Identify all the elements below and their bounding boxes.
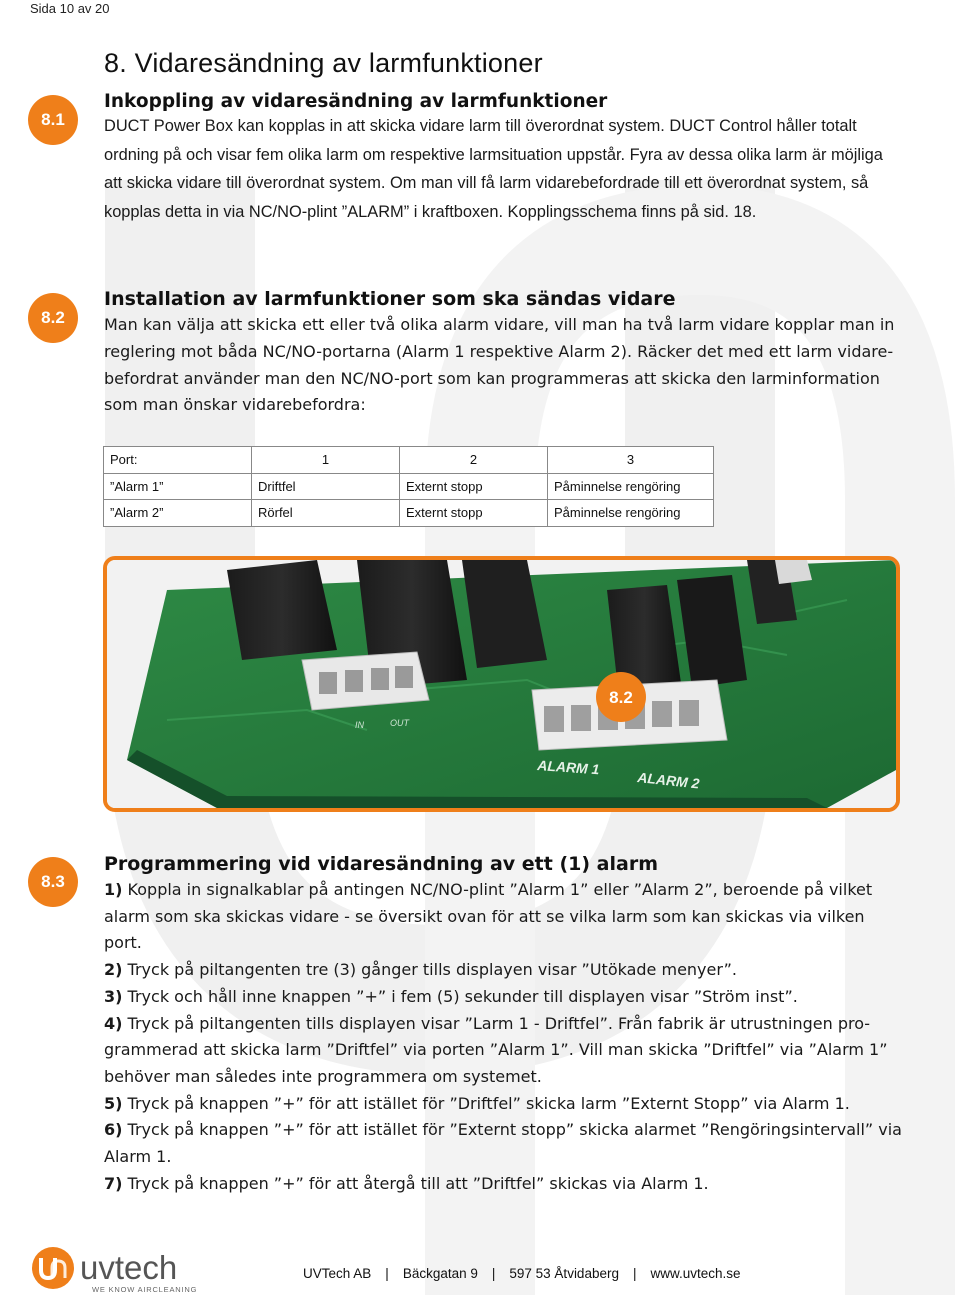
table-cell: 3 xyxy=(548,447,714,474)
table-header-row xyxy=(104,447,714,474)
logo-tagline: WE KNOW AIRCLEANING xyxy=(92,1285,198,1294)
step-item xyxy=(104,1171,904,1198)
page-number: Sida 10 av 20 xyxy=(30,1,110,16)
step-number: 5) xyxy=(104,1093,123,1113)
footer-separator: | xyxy=(491,1266,496,1281)
section-badge-8-1: 8.1 xyxy=(28,95,78,145)
table-cell: Externt stopp xyxy=(400,473,548,500)
table-cell: Port: xyxy=(104,447,252,474)
footer-street: Bäckgatan 9 xyxy=(402,1266,478,1281)
page-title: 8. Vidaresändning av larmfunktioner xyxy=(104,48,543,78)
table-cell: 1 xyxy=(252,447,400,474)
table-cell: 2 xyxy=(400,447,548,474)
step-text: Tryck på knappen ”+” för att återgå till att ”Driftfel” skickas via Alarm 1. xyxy=(127,1173,709,1193)
step-number: 1) xyxy=(104,880,123,899)
footer-separator: | xyxy=(385,1266,389,1281)
footer-website-link[interactable]: www.uvtech.se xyxy=(650,1266,741,1281)
step-text: Tryck på knappen ”+” för att istället för ”Driftfel” skicka larm ”Externt Stopp” via Alarm 1. xyxy=(127,1093,850,1113)
step-item xyxy=(104,1117,904,1170)
step-number: 3) xyxy=(104,986,123,1006)
table-row xyxy=(104,500,714,527)
step-item xyxy=(104,1091,904,1118)
step-number: 2) xyxy=(104,960,123,980)
section-heading: Inkoppling av vidaresändning av larmfunktioner xyxy=(104,91,608,112)
terminal-label-alarm2: ALARM 2 xyxy=(636,769,701,792)
step-text: Tryck och håll inne knappen ”+” i fem (5) sekunder till displayen visar ”Ström inst”. xyxy=(127,986,798,1006)
step-text: Tryck på piltangenten tills displayen visar ”Larm 1 - Driftfel”. Från fabrik är utrustningen pro-grammerad att skicka larm ”Driftfel” via porten ”Alarm 1”. Vill man skicka ”Driftfel” via ”Alarm 1” behöver man således inte programmera om systemet. xyxy=(104,1013,888,1086)
footer-address xyxy=(303,1266,741,1281)
uvtech-logo xyxy=(30,1246,215,1295)
logo-text: uvtech xyxy=(80,1249,178,1286)
step-text: Koppla in signalkablar på antingen NC/NO-plint ”Alarm 1” eller ”Alarm 2”, beroende på vilket alarm som ska skickas vidare - se översikt ovan för att se vilka larm som kan skickas via vilken port. xyxy=(104,880,873,953)
table-cell: ”Alarm 1” xyxy=(104,473,252,500)
footer-company: UVTech AB xyxy=(303,1266,372,1281)
table-cell: Påminnelse rengöring xyxy=(548,473,714,500)
section-body: Man kan välja att skicka ett eller två olika alarm vidare, vill man ha två larm vidare kopplar man in reglering mot båda NC/NO-portarna (Alarm 1 respektive Alarm 2). Räcker det med ett larm vidare-befordrat använder man den NC/NO-port som kan programmeras att skicka den larminformation som man önskar vidarebefordra: xyxy=(104,315,895,415)
step-item xyxy=(104,877,904,957)
table-row xyxy=(104,473,714,500)
section-badge-8-3: 8.3 xyxy=(28,857,78,907)
table-cell: ”Alarm 2” xyxy=(104,500,252,527)
section-8-3 xyxy=(104,853,904,1197)
footer-city: 597 53 Åtvidaberg xyxy=(509,1266,619,1281)
section-heading: Programmering vid vidaresändning av ett (1) alarm xyxy=(104,853,658,875)
photo-badge-label: 8.2 xyxy=(609,688,633,707)
step-item xyxy=(104,957,904,984)
table-cell: Rörfel xyxy=(252,500,400,527)
terminal-label-in: IN xyxy=(355,720,364,730)
terminal-label-out: OUT xyxy=(390,718,409,728)
table-cell: Driftfel xyxy=(252,473,400,500)
table-cell: Påminnelse rengöring xyxy=(548,500,714,527)
circuit-board-photo xyxy=(103,556,900,812)
step-number: 7) xyxy=(104,1173,123,1193)
section-badge-8-2: 8.2 xyxy=(28,293,78,343)
section-heading: Installation av larmfunktioner som ska sändas vidare xyxy=(104,288,676,310)
step-text: Tryck på knappen ”+” för att istället för ”Externt stopp” skicka alarmet ”Rengöringsintervall” via Alarm 1. xyxy=(104,1120,902,1167)
footer-separator: | xyxy=(632,1266,637,1281)
step-item xyxy=(104,1011,904,1091)
step-item xyxy=(104,984,904,1011)
section-8-1 xyxy=(104,91,904,226)
terminal-label-alarm1: ALARM 1 xyxy=(536,757,600,778)
section-8-2 xyxy=(104,288,904,419)
alarm-port-table xyxy=(103,446,714,527)
step-number: 6) xyxy=(104,1120,123,1140)
step-text: Tryck på piltangenten tre (3) gånger tills displayen visar ”Utökade menyer”. xyxy=(127,960,737,980)
step-number: 4) xyxy=(104,1013,123,1033)
section-body: DUCT Power Box kan kopplas in att skicka vidare larm till överordnat system. DUCT Control håller totalt ordning på och visar fem olika larm om respektive larmsituation uppstår. Fyra av dessa olika larm är möjliga att skicka vidare till överordnat system. Om man vill få larm vidarebefordrade till ett överordnat system, så kopplas detta in via NC/NO-plint ”ALARM” i kraftboxen. Kopplingsschema finns på sid. 18. xyxy=(104,117,883,221)
table-cell: Externt stopp xyxy=(400,500,548,527)
